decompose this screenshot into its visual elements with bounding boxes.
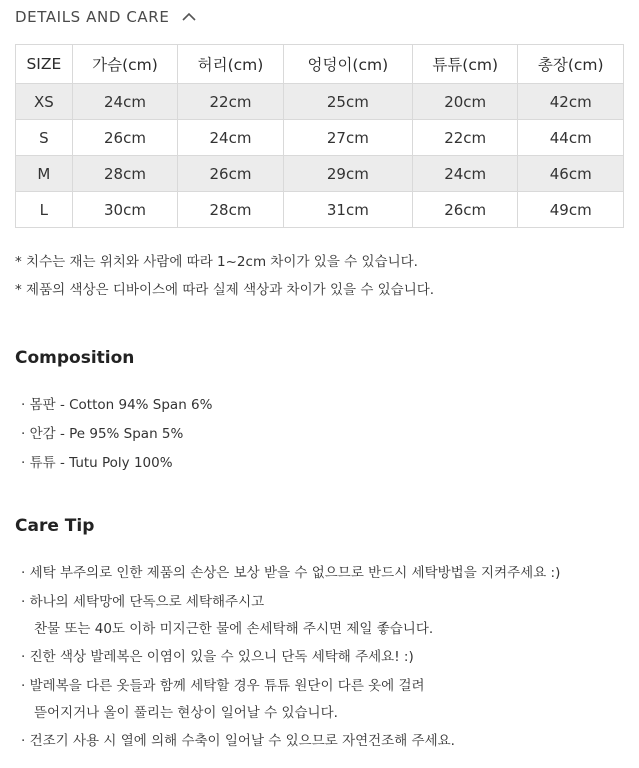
details-care-title: DETAILS AND CARE [15, 8, 170, 26]
list-item: · 안감 - Pe 95% Span 5% [21, 426, 184, 442]
table-cell: 27cm [283, 120, 412, 156]
table-cell: 46cm [518, 156, 624, 192]
table-cell: 24cm [178, 120, 284, 156]
list-item: · 튜튜 - Tutu Poly 100% [21, 455, 173, 471]
table-cell: 25cm [283, 84, 412, 120]
table-cell: 44cm [518, 120, 624, 156]
table-cell: 30cm [72, 192, 178, 228]
table-row [16, 84, 624, 120]
table-cell: 26cm [412, 192, 518, 228]
table-cell: XS [16, 84, 73, 120]
table-cell: 49cm [518, 192, 624, 228]
table-cell: L [16, 192, 73, 228]
note-line: * 제품의 색상은 디바이스에 따라 실제 색상과 차이가 있을 수 있습니다. [15, 282, 435, 298]
list-item-text: · 건조기 사용 시 열에 의해 수축이 일어날 수 있으므로 자연건조해 주세요. [21, 733, 455, 749]
list-item [21, 588, 560, 643]
list-item [21, 727, 560, 756]
care-tip-list [21, 559, 560, 756]
table-row [16, 192, 624, 228]
table-cell: 24cm [412, 156, 518, 192]
list-item [21, 643, 560, 672]
list-item [21, 559, 560, 588]
size-table [15, 44, 624, 228]
table-cell: 22cm [412, 120, 518, 156]
care-tip-title: Care Tip [15, 516, 95, 536]
list-item: · 몸판 - Cotton 94% Span 6% [21, 397, 213, 413]
column-header: 가슴(cm) [72, 45, 178, 84]
table-row [16, 120, 624, 156]
note-line: * 치수는 재는 위치와 사람에 따라 1~2cm 차이가 있을 수 있습니다. [15, 254, 418, 270]
table-cell: 26cm [178, 156, 284, 192]
table-cell: 31cm [283, 192, 412, 228]
composition-title: Composition [15, 348, 135, 368]
table-cell: 24cm [72, 84, 178, 120]
column-header: 튜튜(cm) [412, 45, 518, 84]
column-header: SIZE [16, 45, 73, 84]
table-cell: 28cm [178, 192, 284, 228]
composition-list [21, 391, 212, 478]
size-notes [15, 248, 434, 304]
column-header: 엉덩이(cm) [283, 45, 412, 84]
size-table-header [16, 45, 624, 84]
table-cell: 42cm [518, 84, 624, 120]
list-item-text: · 진한 색상 발레복은 이염이 있을 수 있으니 단독 세탁해 주세요! :) [21, 649, 414, 665]
table-cell: S [16, 120, 73, 156]
table-cell: 26cm [72, 120, 178, 156]
column-header: 허리(cm) [178, 45, 284, 84]
chevron-up-icon [181, 9, 197, 25]
list-item-text: · 세탁 부주의로 인한 제품의 손상은 보상 받을 수 없으므로 반드시 세탁방법을 지켜주세요 :) [21, 565, 561, 581]
table-cell: 20cm [412, 84, 518, 120]
details-care-toggle[interactable] [15, 8, 197, 26]
table-cell: 29cm [283, 156, 412, 192]
table-cell: 22cm [178, 84, 284, 120]
table-cell: M [16, 156, 73, 192]
column-header: 총장(cm) [518, 45, 624, 84]
list-item-continuation: 찬물 또는 40도 이하 미지근한 물에 손세탁해 주시면 제일 좋습니다. [34, 621, 434, 637]
list-item-continuation: 뜯어지거나 올이 풀리는 현상이 일어날 수 있습니다. [34, 705, 338, 721]
list-item-text: · 하나의 세탁망에 단독으로 세탁해주시고 [21, 594, 265, 610]
table-row [16, 156, 624, 192]
list-item [21, 672, 560, 727]
list-item-text: · 발레복을 다른 옷들과 함께 세탁할 경우 튜튜 원단이 다른 옷에 걸려 [21, 678, 425, 694]
table-cell: 28cm [72, 156, 178, 192]
